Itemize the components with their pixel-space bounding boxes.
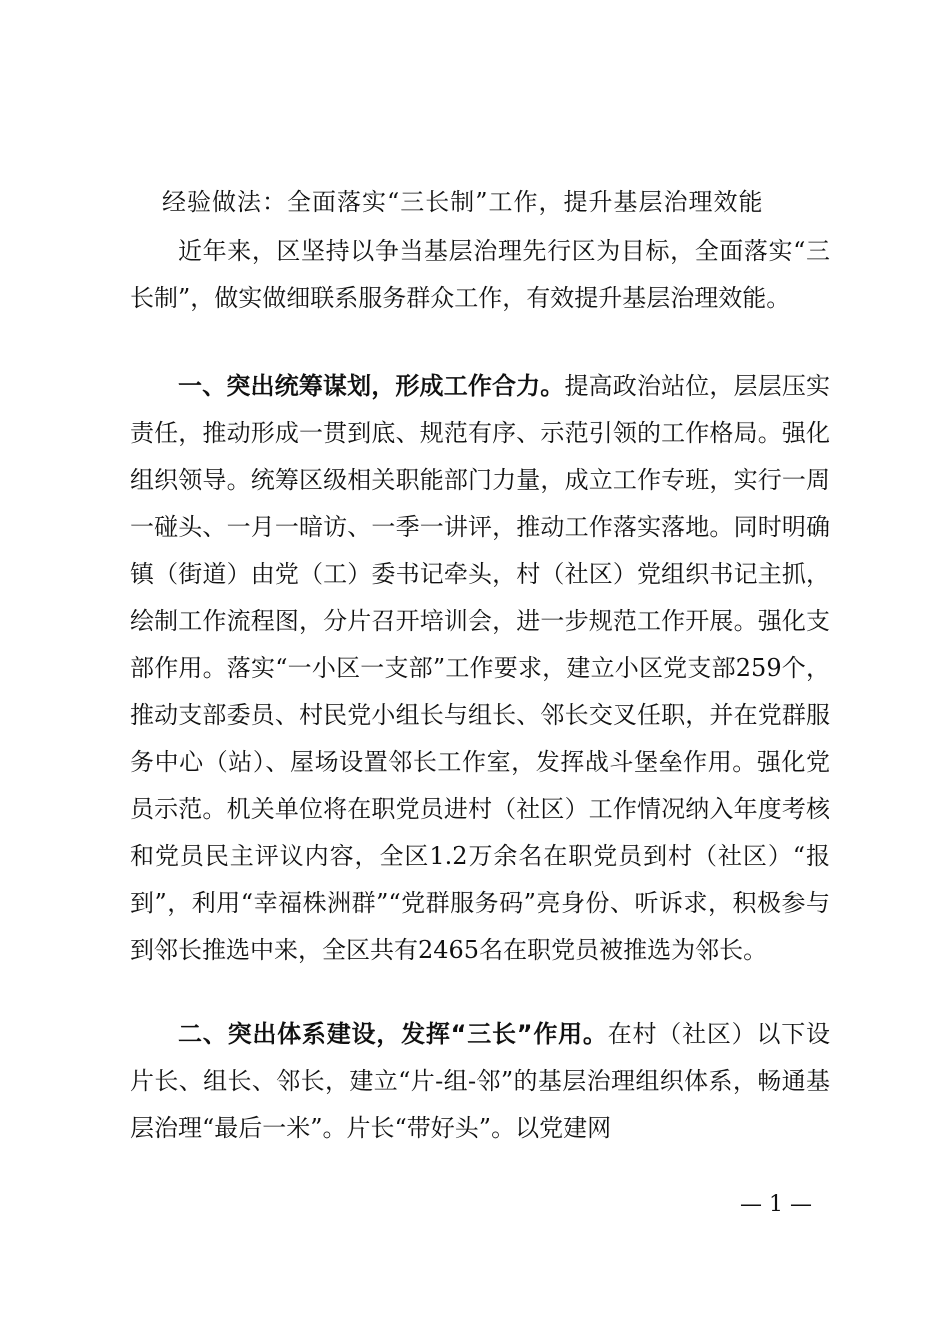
intro-paragraph: 近年来，区坚持以争当基层治理先行区为目标，全面落实“三长制”，做实做细联系服务群众工作，有效提升基层治理效能。 — [130, 237, 830, 312]
section-one-heading: 一、突出统筹谋划，形成工作合力。 — [178, 372, 565, 400]
page-number: — 1 — — [740, 1192, 812, 1217]
section-one-body: 提高政治站位，层层压实责任，推动形成一贯到底、规范有序、示范引领的工作格局。强化组织领导。统筹区级相关职能部门力量，成立工作专班，实行一周一碰头、一月一暗访、一季一讲评，推动工作落实落地。同时明确镇（街道）由党（工）委书记牵头，村（社区）党组织书记主抓，绘制工作流程图，分片召开培训会，进一步规范工作开展。强化支部作用。落实“一小区一支部”工作要求，建立小区党支部259个，推动支部委员、村民党小组长与组长、邻长交叉任职，并在党群服务中心（站）、屋场设置邻长工作室，发挥战斗堡垒作用。强化党员示范。机关单位将在职党员进村（社区）工作情况纳入年度考核和党员民主评议内容，全区1.2万余名在职党员到村（社区）“报到”，利用“幸福株洲群”“党群服务码”亮身份、听诉求，积极参与到邻长推选中来，全区共有2465名在职党员被推选为邻长。 — [130, 372, 831, 964]
document-title: 经验做法：全面落实“三长制”工作，提升基层治理效能 — [162, 188, 764, 216]
section-two-paragraph — [130, 1011, 830, 1152]
section-two-body: 在村（社区）以下设片长、组长、邻长，建立“片-组-邻”的基层治理组织体系，畅通基层治理“最后一米”。片长“带好头”。以党建网 — [130, 1020, 831, 1142]
section-one-paragraph — [130, 363, 830, 974]
section-two-heading: 二、突出体系建设，发挥“三长”作用。 — [178, 1020, 608, 1048]
